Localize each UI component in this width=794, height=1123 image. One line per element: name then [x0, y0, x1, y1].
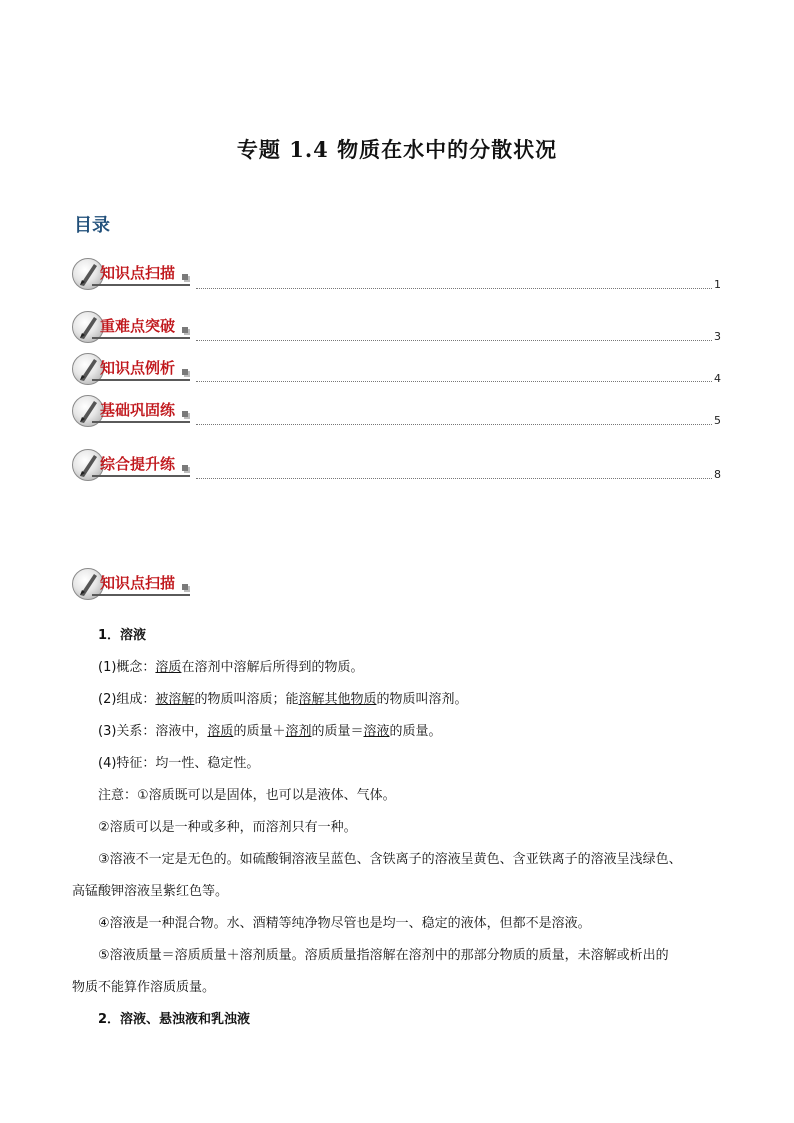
- toc-label: 综合提升练: [100, 455, 176, 473]
- toc-label: 知识点例析: [100, 359, 176, 377]
- badge-underline: [92, 475, 190, 477]
- text: 的质量＋: [233, 724, 286, 739]
- toc-label: 基础巩固练: [100, 401, 176, 419]
- toc-label: 重难点突破: [100, 317, 176, 335]
- badge-underline: [92, 337, 190, 339]
- toc-heading: 目录: [74, 215, 110, 236]
- note-1: 注意：①溶质既可以是固体，也可以是液体、气体。: [98, 788, 396, 803]
- note-3-line-1: ③溶液不一定是无色的。如硫酸铜溶液呈蓝色、含铁离子的溶液呈黄色、含亚铁离子的溶液呈浅绿色、: [98, 852, 682, 867]
- text: 的物质叫溶剂。: [376, 692, 468, 707]
- text: 在溶剂中溶解后所得到的物质。: [181, 660, 364, 675]
- toc-leader: [196, 478, 712, 479]
- badge-square-icon: [182, 584, 188, 590]
- paragraph-concept: [72, 652, 732, 684]
- underlined-term: 被溶解: [155, 692, 195, 707]
- toc-leader: [196, 340, 712, 341]
- underlined-term: 溶质: [155, 660, 182, 675]
- underlined-term: 溶液: [363, 724, 390, 739]
- paragraph-relation: [72, 716, 732, 748]
- toc-page-number[interactable]: 3: [714, 330, 721, 343]
- text: 的物质叫溶质；能: [194, 692, 299, 707]
- text: (3)关系：溶液中，: [98, 724, 208, 739]
- note-3-line-2: 高锰酸钾溶液呈紫红色等。: [72, 884, 229, 899]
- page-title: 专题 1.4 物质在水中的分散状况: [236, 137, 558, 162]
- heading-solution: 1．溶液: [98, 628, 147, 643]
- underlined-term: 溶质: [207, 724, 234, 739]
- underlined-term: 溶剂: [285, 724, 312, 739]
- badge-square-icon: [182, 465, 188, 471]
- badge-square-icon: [182, 274, 188, 280]
- toc-entry-badge[interactable]: [72, 395, 196, 431]
- badge-underline: [92, 421, 190, 423]
- heading-suspension: 2．溶液、悬浊液和乳浊液: [98, 1012, 251, 1027]
- badge-underline: [92, 284, 190, 286]
- text: (2)组成：: [98, 692, 156, 707]
- note-5-line-1: ⑤溶液质量＝溶质质量＋溶剂质量。溶质质量指溶解在溶剂中的那部分物质的质量，未溶解或析出的: [98, 948, 669, 963]
- toc-page-number[interactable]: 4: [714, 372, 721, 385]
- badge-square-icon: [182, 327, 188, 333]
- toc-page-number[interactable]: 8: [714, 468, 721, 481]
- toc-page-number[interactable]: 1: [714, 278, 721, 291]
- section-content: [72, 620, 732, 1036]
- section-label: 知识点扫描: [100, 574, 176, 592]
- toc-entry-badge[interactable]: [72, 258, 196, 294]
- text: 的质量。: [389, 724, 442, 739]
- toc-entry-badge[interactable]: [72, 353, 196, 389]
- toc-entry-badge[interactable]: [72, 449, 196, 485]
- toc-entry-badge[interactable]: [72, 311, 196, 347]
- toc-leader: [196, 424, 712, 425]
- toc-leader: [196, 381, 712, 382]
- badge-square-icon: [182, 411, 188, 417]
- note-4: ④溶液是一种混合物。水、酒精等纯净物尽管也是均一、稳定的液体，但都不是溶液。: [98, 916, 591, 931]
- badge-underline: [92, 379, 190, 381]
- note-5-line-2: 物质不能算作溶质质量。: [72, 980, 216, 995]
- underlined-term: 溶解其他物质: [298, 692, 377, 707]
- toc-leader: [196, 288, 712, 289]
- paragraph-features: (4)特征：均一性、稳定性。: [98, 756, 260, 771]
- badge-underline: [92, 594, 190, 596]
- badge-square-icon: [182, 369, 188, 375]
- text: (1)概念：: [98, 660, 156, 675]
- toc-page-number[interactable]: 5: [714, 414, 721, 427]
- toc-label: 知识点扫描: [100, 264, 176, 282]
- note-2: ②溶质可以是一种或多种，而溶剂只有一种。: [98, 820, 357, 835]
- paragraph-composition: [72, 684, 732, 716]
- text: 的质量＝: [311, 724, 364, 739]
- section-badge: [72, 568, 196, 604]
